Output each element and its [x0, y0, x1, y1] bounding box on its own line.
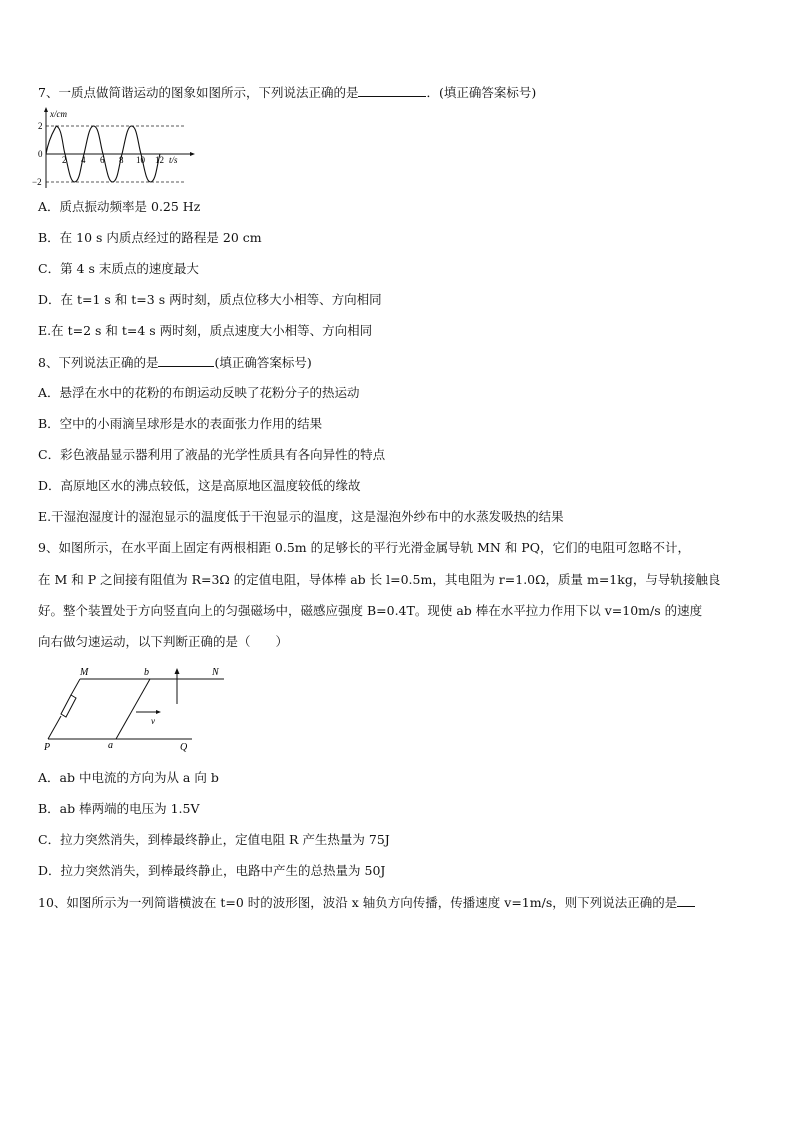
wire-mp-bottom: [48, 716, 61, 739]
q7-option-c[interactable]: C．第 4 s 末质点的速度最大: [38, 261, 199, 276]
field-arrow-head: [175, 668, 180, 674]
q9-option-d[interactable]: D．拉力突然消失，到棒最终静止，电路中产生的总热量为 50J: [38, 863, 386, 878]
rod-ab: [116, 679, 150, 739]
q8-option-d[interactable]: D．高原地区水的沸点较低，这是高原地区温度较低的缘故: [38, 478, 361, 493]
q7-xtick: 2: [62, 155, 67, 165]
q9-stem-line-3: 好。整个装置处于方向竖直向上的匀强磁场中，磁感应强度 B=0.4T。现使 ab 棒在水平拉力作用下以 v=10m/s 的速度: [38, 603, 703, 618]
q7-x-arrow: [190, 152, 195, 156]
q7-sine-graph: [32, 106, 196, 190]
q9-stem-line-4: 向右做匀速运动，以下判断正确的是（ ）: [38, 634, 289, 649]
q7-option-b[interactable]: B．在 10 s 内质点经过的路程是 20 cm: [38, 230, 262, 245]
q9-rail-diagram: [40, 664, 240, 756]
label-m: M: [80, 667, 89, 678]
q7-y-label: x/cm: [50, 109, 67, 119]
q8-option-a[interactable]: A．悬浮在水中的花粉的布朗运动反映了花粉分子的热运动: [38, 385, 360, 400]
q7-stem: [38, 84, 536, 101]
q9-option-c[interactable]: C．拉力突然消失，到棒最终静止，定值电阻 R 产生热量为 75J: [38, 832, 390, 847]
wire-mp-top: [71, 679, 80, 695]
q7-xtick: 10: [136, 155, 145, 165]
q9-option-b[interactable]: B．ab 棒两端的电压为 1.5V: [38, 801, 200, 816]
label-b: b: [144, 667, 149, 678]
q8-option-b[interactable]: B．空中的小雨滴呈球形是水的表面张力作用的结果: [38, 416, 323, 431]
q8-answer-blank[interactable]: [158, 354, 214, 367]
q7-y-arrow: [44, 107, 48, 112]
q8-stem-tail: (填正确答案标号): [214, 355, 312, 370]
q7-option-a[interactable]: A．质点振动频率是 0.25 Hz: [38, 199, 201, 214]
q9-stem-line-1: 9、如图所示，在水平面上固定有两根相距 0.5m 的足够长的平行光滑金属导轨 MN 和 PQ，它们的电阻可忽略不计，: [38, 540, 690, 555]
q7-x-label: t/s: [169, 155, 178, 165]
q9-option-a[interactable]: A．ab 中电流的方向为从 a 向 b: [38, 770, 219, 785]
q7-option-d[interactable]: D．在 t=1 s 和 t=3 s 两时刻，质点位移大小相等、方向相同: [38, 292, 382, 307]
label-q: Q: [180, 742, 188, 753]
q10-stem: [38, 894, 695, 911]
q8-stem: [38, 354, 312, 371]
q7-ytick-2: 2: [38, 121, 43, 131]
q7-xtick: 6: [100, 155, 105, 165]
resistor-r: [61, 695, 76, 717]
q10-answer-blank[interactable]: [677, 894, 695, 907]
velocity-arrow-head: [156, 710, 161, 714]
q7-xtick: 12: [155, 155, 164, 165]
label-v: v: [151, 716, 155, 726]
q8-stem-text: 8、下列说法正确的是: [38, 355, 159, 370]
q7-ytick-0: 0: [38, 149, 43, 159]
q7-ytick-neg2: −2: [32, 177, 42, 187]
q7-xtick: 4: [81, 155, 86, 165]
label-a: a: [108, 740, 113, 751]
label-n: N: [212, 667, 219, 678]
q10-stem-text: 10、如图所示为一列简谐横波在 t=0 时的波形图，波沿 x 轴负方向传播，传播速度 v=1m/s，则下列说法正确的是: [38, 895, 678, 910]
q8-option-e[interactable]: E.干湿泡湿度计的湿泡显示的温度低于干泡显示的温度，这是湿泡外纱布中的水蒸发吸热的结果: [38, 509, 564, 524]
q8-option-c[interactable]: C．彩色液晶显示器利用了液晶的光学性质具有各向异性的特点: [38, 447, 386, 462]
q7-xtick: 8: [119, 155, 124, 165]
q7-answer-blank[interactable]: [358, 84, 426, 97]
label-p: P: [44, 742, 51, 753]
q7-option-e[interactable]: E.在 t=2 s 和 t=4 s 两时刻，质点速度大小相等、方向相同: [38, 323, 373, 338]
q9-stem-line-2: 在 M 和 P 之间接有阻值为 R=3Ω 的定值电阻，导体棒 ab 长 l=0.5m，其电阻为 r=1.0Ω，质量 m=1kg，与导轨接触良: [38, 572, 721, 587]
q7-stem-tail: ．(填正确答案标号): [426, 85, 537, 100]
q7-stem-text: 7、一质点做简谐运动的图象如图所示，下列说法正确的是: [38, 85, 359, 100]
